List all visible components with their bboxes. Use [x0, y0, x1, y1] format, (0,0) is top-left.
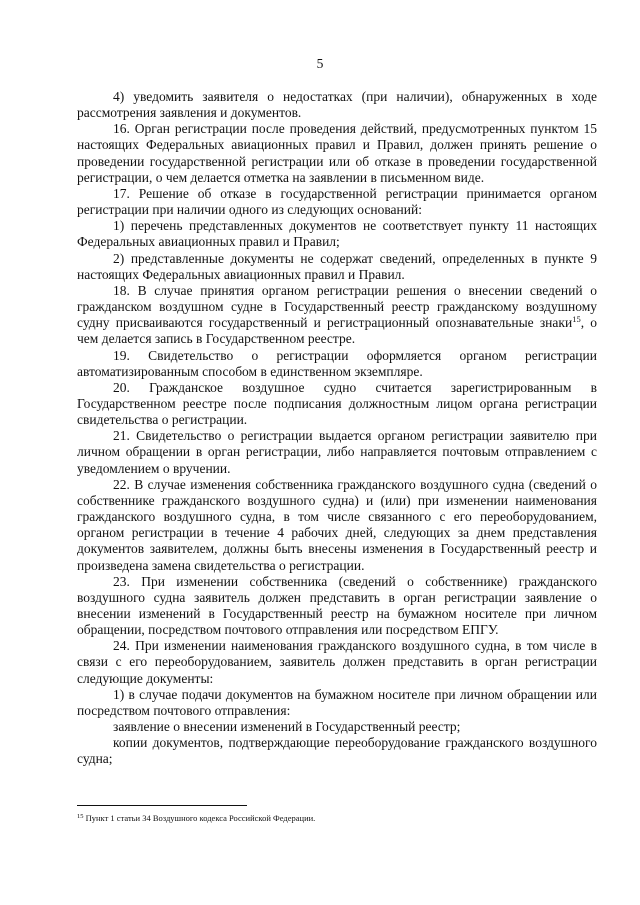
paragraph-24-1: 1) в случае подачи документов на бумажном носителе при личном обращении или посредством почтового отправления:	[77, 686, 597, 718]
paragraph-21: 21. Свидетельство о регистрации выдается органом регистрации заявителю при личном обращении в орган регистрации, либо направляется почтовым отправлением с уведомлением о вручении.	[77, 428, 597, 476]
paragraph-17: 17. Решение об отказе в государственной регистрации принимается органом регистрации при наличии одного из следующих оснований:	[77, 185, 597, 218]
footnote	[77, 813, 597, 824]
document-body	[77, 89, 597, 768]
paragraph-15-4: 4) уведомить заявителя о недостатках (при наличии), обнаруженных в ходе рассмотрения заявления и документов.	[77, 89, 597, 121]
paragraph-24-1-b: копии документов, подтверждающие переоборудование гражданского воздушного судна;	[77, 735, 597, 767]
footnote-reference[interactable]: 15	[572, 314, 581, 325]
paragraph-17-1: 1) перечень представленных документов не соответствует пункту 11 настоящих Федеральных авиационных правил и Правил;	[77, 218, 597, 250]
paragraph-16: 16. Орган регистрации после проведения действий, предусмотренных пунктом 15 настоящих Федеральных авиационных правил и Правил, должен принять решение о проведении государственной регистрации или об отказе в проведении государственной регистрации, о чем делается отметка на заявлении в письменном виде.	[77, 121, 597, 185]
footnote-text: Пункт 1 статьи 34 Воздушного кодекса Российской Федерации.	[83, 813, 316, 823]
paragraph-23: 23. При изменении собственника (сведений о собственнике) гражданского воздушного судна заявитель должен представить в орган регистрации заявление о внесении изменений в Государственный реестр на бумажном носителе при личном обращении, посредством почтового отправления или посредством ЕПГУ.	[77, 573, 597, 638]
paragraph-19: 19. Свидетельство о регистрации оформляется органом регистрации автоматизированным способом в единственном экземпляре.	[77, 347, 597, 379]
paragraph-17-2: 2) представленные документы не содержат сведений, определенных в пункте 9 настоящих Федеральных авиационных правил и Правил.	[77, 250, 597, 282]
paragraph-20: 20. Гражданское воздушное судно считается зарегистрированным в Государственном реестре после подписания должностным лицом органа регистрации свидетельства о регистрации.	[77, 379, 597, 428]
paragraph-18-tail: , о чем делается запись в Государственном реестре.	[77, 315, 598, 347]
page-number: 5	[316, 56, 324, 71]
footnote-divider	[77, 805, 247, 806]
paragraph-18	[77, 283, 597, 348]
paragraph-24: 24. При изменении наименования гражданского воздушного судна, в том числе в связи с его переоборудованием, заявитель должен представить в орган регистрации следующие документы:	[77, 638, 597, 686]
paragraph-18-text: 18. В случае принятия органом регистрации решения о внесении сведений о гражданском воздушном судне в Государственный реестр гражданскому воздушному судну присваиваются государственный и регистрационный опознавательные знаки	[77, 282, 597, 331]
paragraph-22: 22. В случае изменения собственника гражданского воздушного судна (сведений о собственнике гражданского воздушного судна) и (или) при изменении наименования гражданского воздушного судна, в том числе связанного с его переоборудованием, органом регистрации в течение 4 рабочих дней, следующих за днем представления документов заявителем, должны быть внесены изменения в Государственный реестр и произведена замена свидетельства о регистрации.	[77, 476, 597, 573]
paragraph-24-1-a: заявление о внесении изменений в Государственный реестр;	[113, 719, 461, 735]
footnote-number: 15	[77, 813, 84, 820]
